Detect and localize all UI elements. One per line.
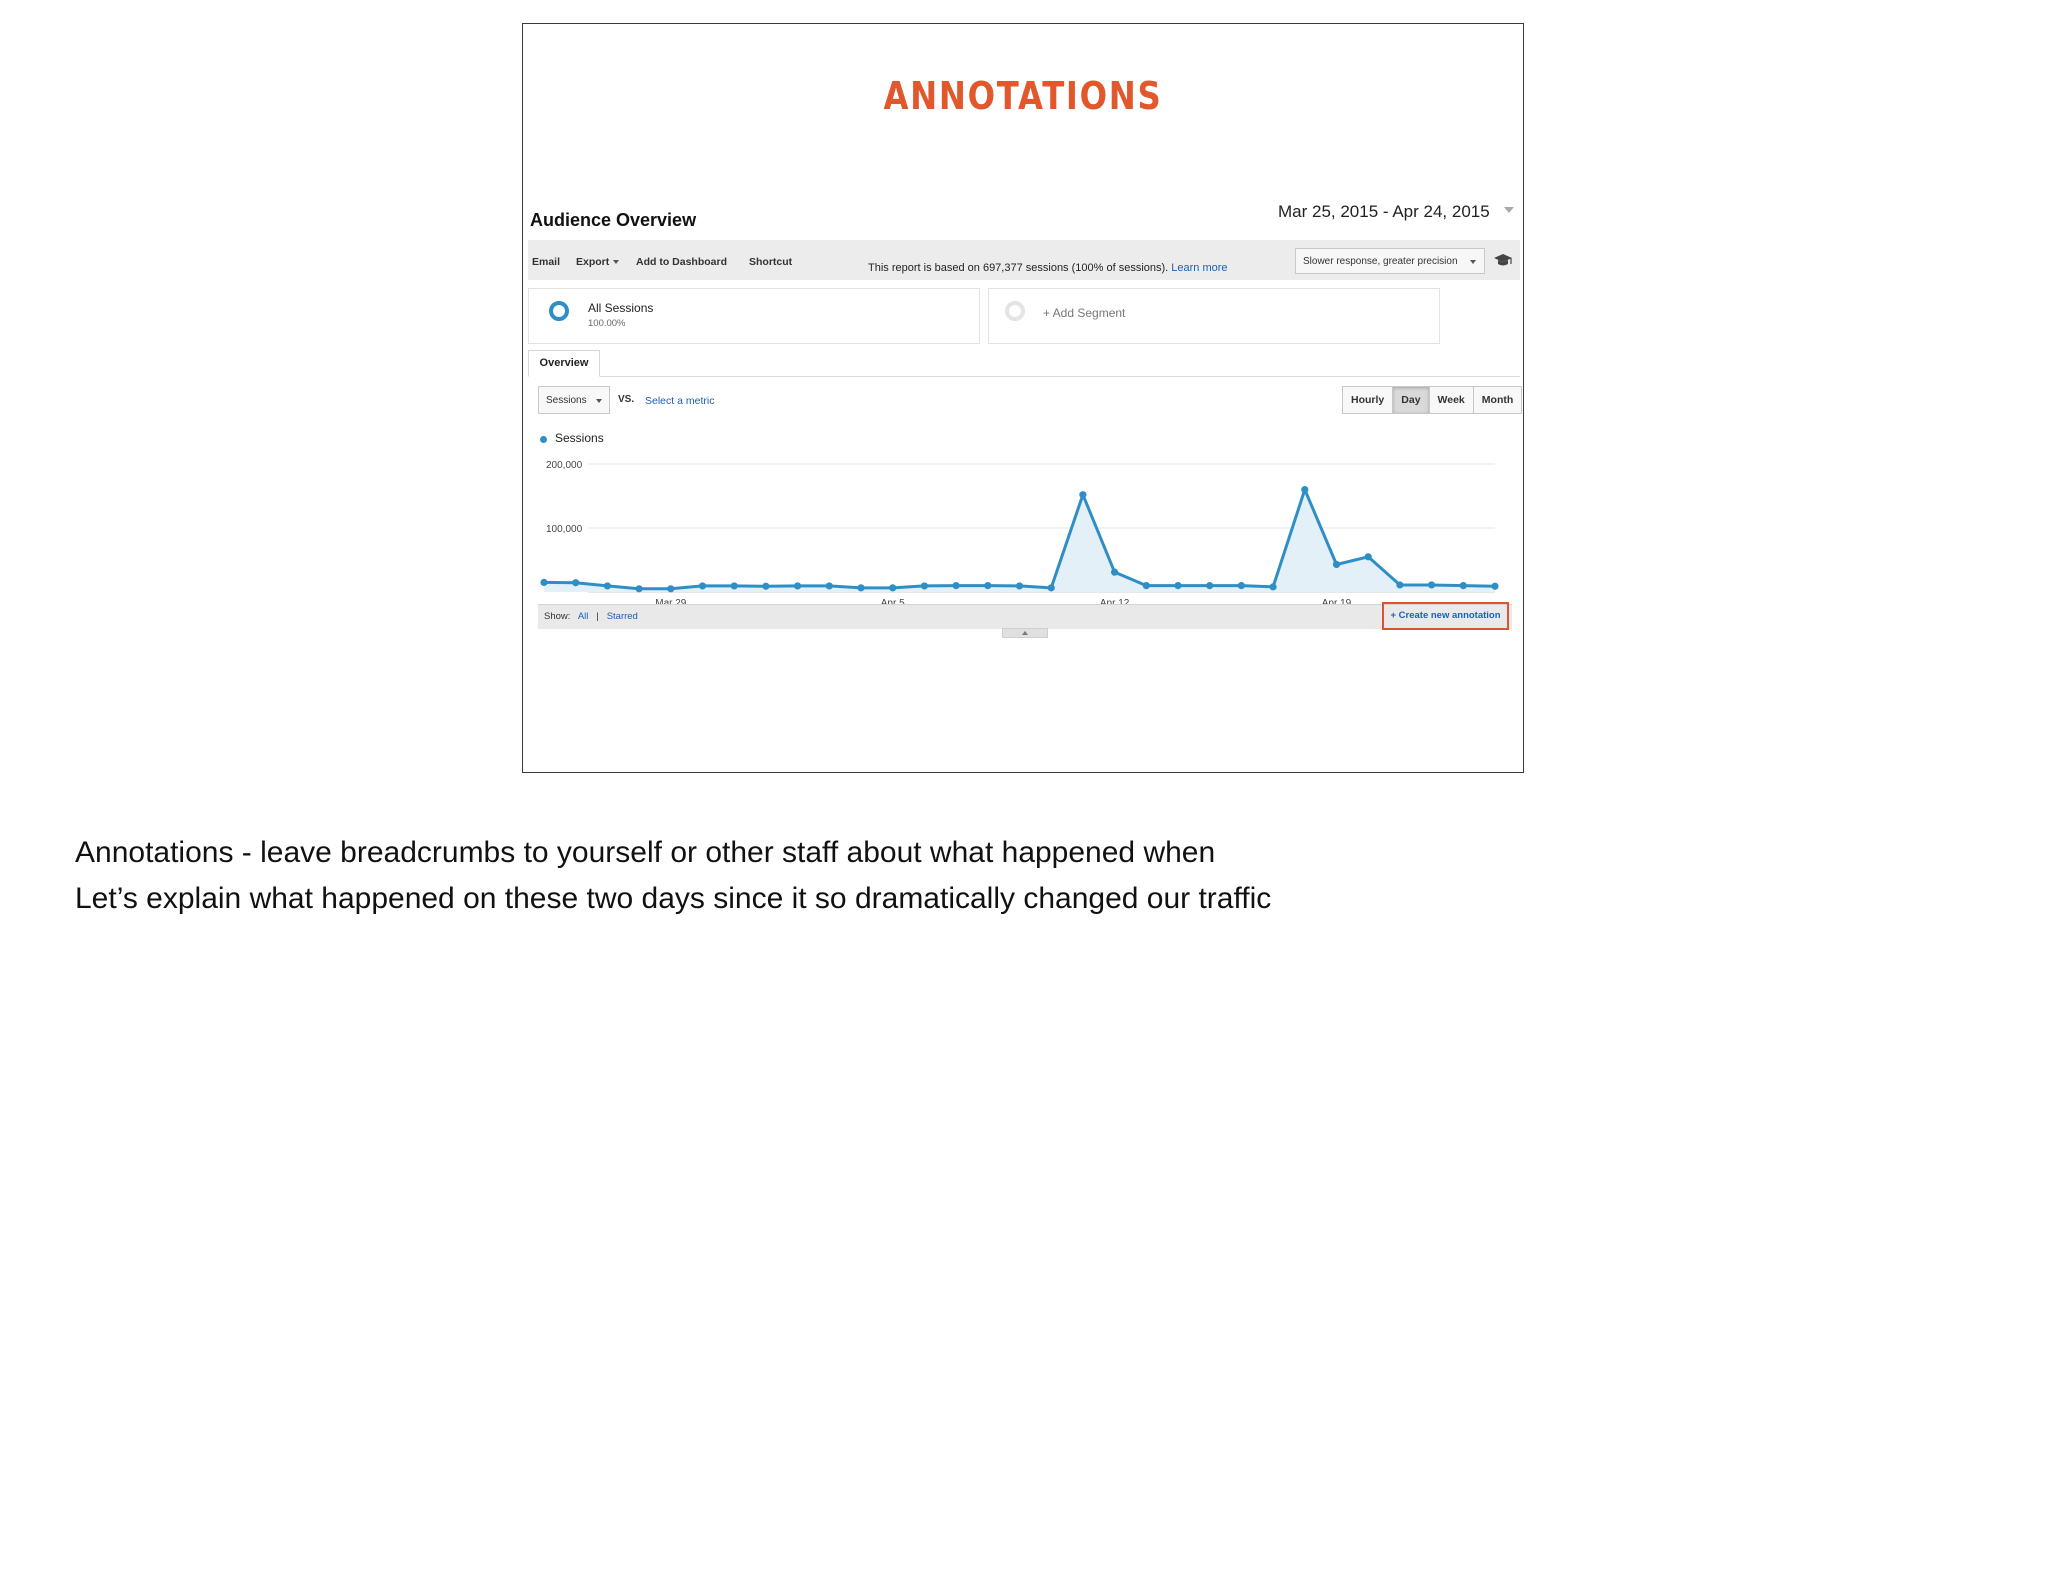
metric-select-label: Sessions (546, 395, 587, 406)
chevron-down-icon[interactable] (1504, 207, 1514, 213)
sessions-area (544, 490, 1495, 592)
segment-all-sessions[interactable] (528, 288, 980, 344)
chevron-down-icon (1470, 260, 1476, 264)
granularity-month-button[interactable]: Month (1474, 387, 1522, 413)
legend-label: Sessions (555, 431, 604, 445)
precision-select[interactable] (1295, 248, 1485, 274)
collapse-annotations-handle[interactable] (1002, 628, 1048, 638)
sessions-point (1079, 491, 1086, 498)
segment-name: All Sessions (588, 301, 654, 315)
sessions-point (1048, 584, 1055, 591)
report-sampling-note (868, 262, 1228, 274)
sessions-point (1365, 553, 1372, 560)
sessions-point (1301, 486, 1308, 493)
show-all-link[interactable]: All (577, 611, 589, 622)
sessions-point (857, 584, 864, 591)
sessions-point (540, 579, 547, 586)
sessions-point (1206, 582, 1213, 589)
sessions-point (1174, 582, 1181, 589)
sessions-point (667, 585, 674, 592)
sessions-point (921, 582, 928, 589)
export-button[interactable] (576, 256, 619, 268)
granularity-day-button[interactable]: Day (1393, 387, 1429, 413)
sessions-point (604, 582, 611, 589)
sessions-point (1396, 581, 1403, 588)
add-segment-label: + Add Segment (1043, 306, 1126, 320)
chevron-down-icon (596, 399, 602, 403)
report-note-text: This report is based on 697,377 sessions (100% of sessions). (868, 262, 1169, 274)
slide-frame (522, 23, 1524, 773)
sessions-point (1460, 582, 1467, 589)
sessions-chart (528, 444, 1520, 609)
show-label: Show: (544, 611, 571, 622)
segment-ring-icon (1005, 301, 1025, 321)
annotations-bar (538, 604, 1512, 629)
sessions-point (731, 582, 738, 589)
sessions-point (1333, 561, 1340, 568)
annotations-show-filter (544, 611, 638, 622)
ga-screenshot (528, 174, 1520, 634)
sessions-point (1491, 583, 1498, 590)
sessions-point (1016, 582, 1023, 589)
y-tick-label: 200,000 (546, 460, 583, 471)
granularity-hourly-button[interactable]: Hourly (1343, 387, 1393, 413)
sessions-point (636, 585, 643, 592)
report-toolbar (528, 240, 1520, 280)
add-to-dashboard-button[interactable]: Add to Dashboard (636, 256, 727, 268)
speaker-note-line-2: Let’s explain what happened on these two days since it so dramatically changed our traffic (75, 882, 1272, 915)
speaker-note-line-1: Annotations - leave breadcrumbs to yourself or other staff about what happened when (75, 836, 1216, 869)
sessions-point (1270, 583, 1277, 590)
sessions-point (826, 582, 833, 589)
legend-dot-icon (540, 436, 547, 443)
learn-more-link[interactable]: Learn more (1171, 262, 1228, 274)
sessions-point (953, 582, 960, 589)
export-label: Export (576, 256, 610, 268)
metric-select[interactable] (538, 386, 610, 414)
date-range-picker[interactable]: Mar 25, 2015 - Apr 24, 2015 (1278, 202, 1490, 221)
granularity-week-button[interactable]: Week (1430, 387, 1474, 413)
sessions-point (1428, 581, 1435, 588)
sessions-point (889, 584, 896, 591)
y-tick-label: 100,000 (546, 524, 583, 535)
shortcut-button[interactable]: Shortcut (749, 256, 793, 268)
add-segment-button[interactable] (988, 288, 1440, 344)
chevron-down-icon (613, 260, 619, 264)
sessions-point (1111, 569, 1118, 576)
sessions-point (1238, 582, 1245, 589)
slide-title: ANNOTATIONS (883, 74, 1163, 118)
segment-percent: 100.00% (588, 318, 626, 329)
vs-label: VS. (618, 394, 635, 405)
tab-divider (528, 376, 1520, 377)
show-separator: | (596, 611, 599, 622)
show-starred-link[interactable]: Starred (606, 611, 638, 622)
sessions-point (1143, 582, 1150, 589)
sessions-point (572, 579, 579, 586)
granularity-toggle (1342, 386, 1522, 414)
graduation-cap-icon[interactable] (1493, 250, 1513, 270)
sessions-point (699, 582, 706, 589)
create-annotation-button[interactable]: + Create new annotation (1382, 602, 1509, 630)
page-title: Audience Overview (530, 210, 697, 230)
tab-overview[interactable]: Overview (528, 350, 600, 377)
precision-label: Slower response, greater precision (1303, 256, 1458, 267)
sessions-point (762, 583, 769, 590)
select-metric-link[interactable]: Select a metric (645, 395, 715, 407)
sessions-point (984, 582, 991, 589)
email-button[interactable]: Email (532, 256, 561, 268)
segment-ring-icon (549, 301, 569, 321)
sessions-point (794, 582, 801, 589)
